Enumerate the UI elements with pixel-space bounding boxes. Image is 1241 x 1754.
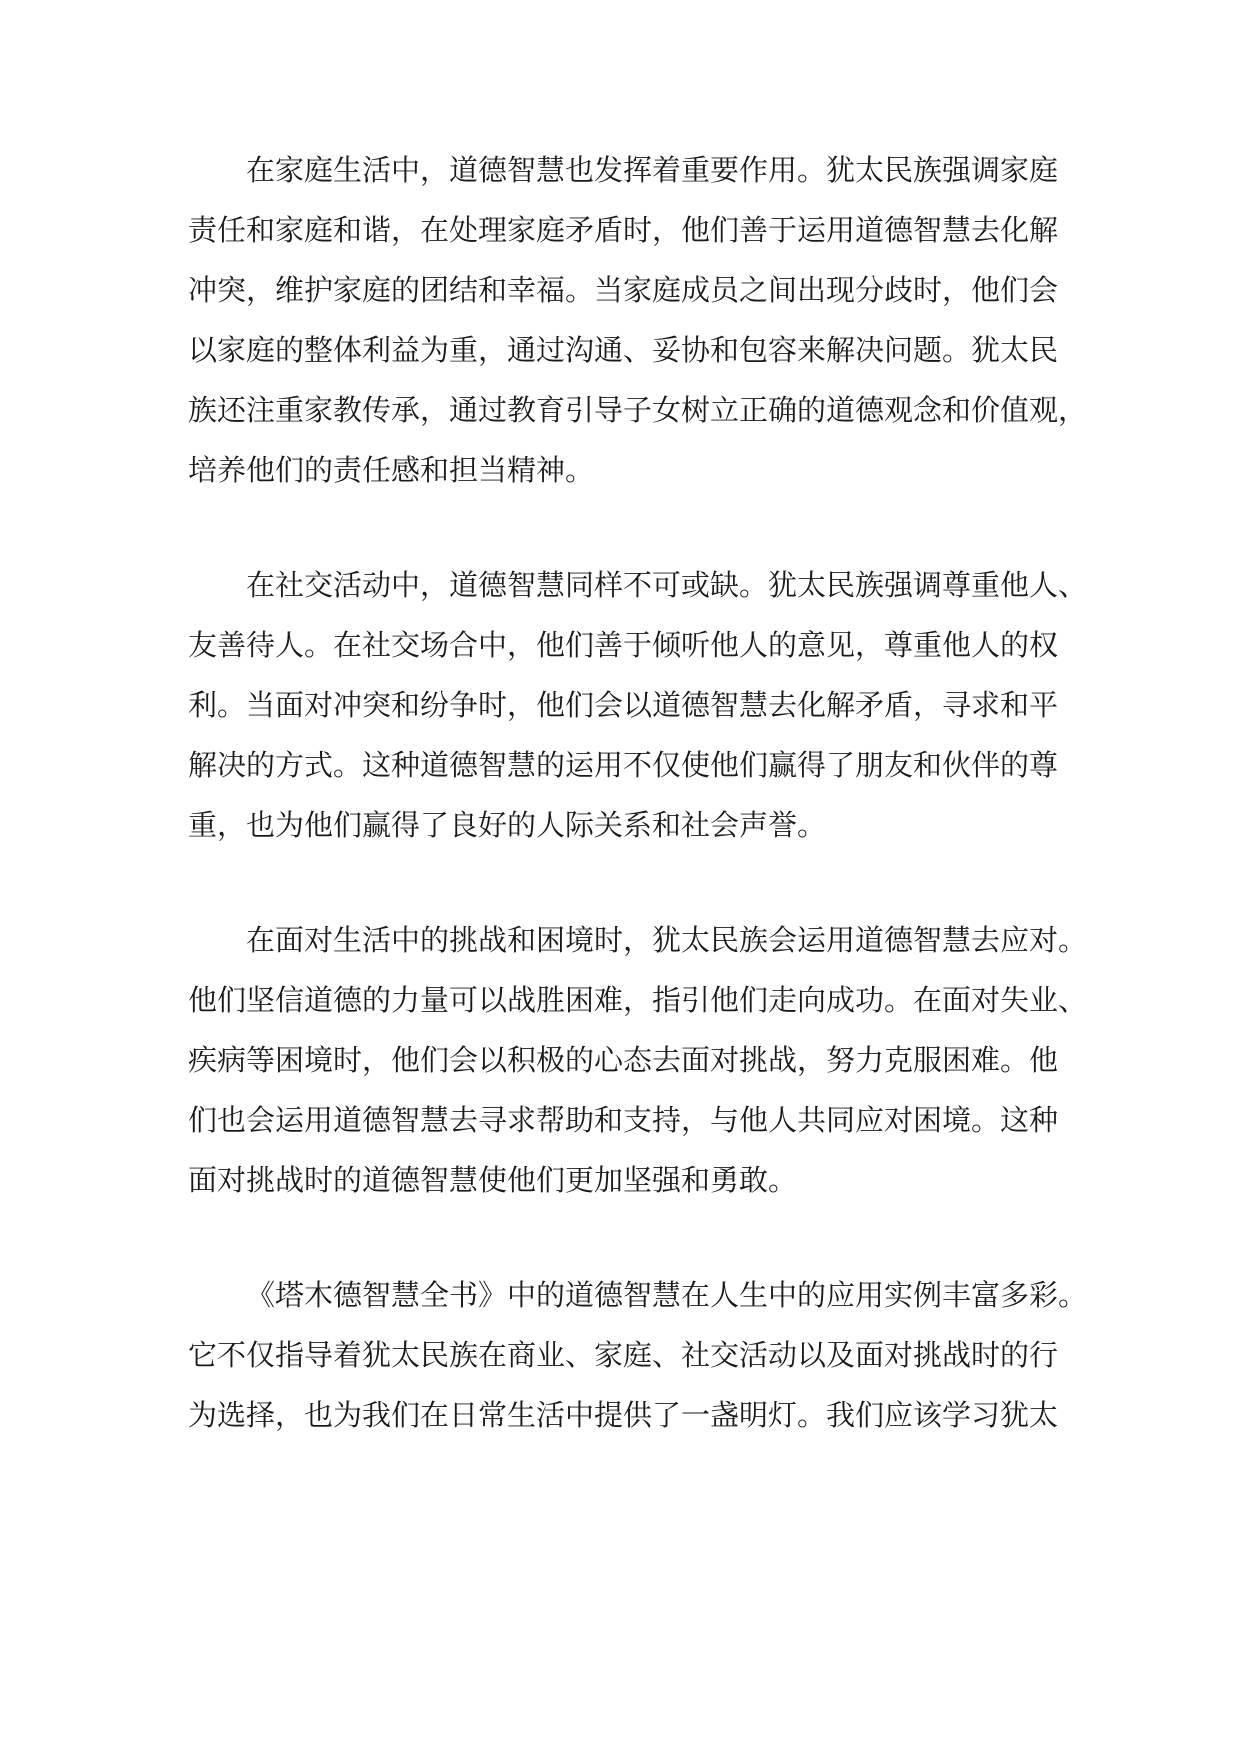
paragraph-challenges: [188, 910, 1088, 1210]
paragraph-conclusion: [188, 1265, 1088, 1445]
text-line: 责任和家庭和谐，在处理家庭矛盾时，他们善于运用道德智慧去化解: [188, 213, 1059, 247]
paragraph-social-activities: [188, 555, 1088, 855]
text-line: 以家庭的整体利益为重，通过沟通、妥协和包容来解决问题。犹太民: [188, 333, 1059, 367]
text-line: 《塔木德智慧全书》中的道德智慧在人生中的应用实例丰富多彩。: [246, 1278, 1088, 1312]
text-line: 在家庭生活中，道德智慧也发挥着重要作用。犹太民族强调家庭: [246, 153, 1059, 187]
text-line: 族还注重家教传承，通过教育引导子女树立正确的道德观念和价值观，: [188, 393, 1088, 427]
text-line: 疾病等困境时，他们会以积极的心态去面对挑战，努力克服困难。他: [188, 1043, 1059, 1077]
text-line: 冲突，维护家庭的团结和幸福。当家庭成员之间出现分歧时，他们会: [188, 273, 1059, 307]
text-line: 面对挑战时的道德智慧使他们更加坚强和勇敢。: [188, 1163, 798, 1197]
text-line: 培养他们的责任感和担当精神。: [188, 453, 595, 487]
text-line: 在社交活动中，道德智慧同样不可或缺。犹太民族强调尊重他人、: [246, 568, 1088, 602]
text-line: 们也会运用道德智慧去寻求帮助和支持，与他人共同应对困境。这种: [188, 1103, 1059, 1137]
text-line: 在面对生活中的挑战和困境时，犹太民族会运用道德智慧去应对。: [246, 923, 1088, 957]
text-line: 友善待人。在社交场合中，他们善于倾听他人的意见，尊重他人的权: [188, 628, 1059, 662]
text-line: 它不仅指导着犹太民族在商业、家庭、社交活动以及面对挑战时的行: [188, 1338, 1059, 1372]
paragraph-family-life: [188, 140, 1088, 500]
text-line: 为选择，也为我们在日常生活中提供了一盏明灯。我们应该学习犹太: [188, 1398, 1059, 1432]
text-line: 他们坚信道德的力量可以战胜困难，指引他们走向成功。在面对失业、: [188, 983, 1088, 1017]
text-line: 解决的方式。这种道德智慧的运用不仅使他们赢得了朋友和伙伴的尊: [188, 748, 1059, 782]
text-line: 重，也为他们赢得了良好的人际关系和社会声誉。: [188, 808, 827, 842]
text-line: 利。当面对冲突和纷争时，他们会以道德智慧去化解矛盾，寻求和平: [188, 688, 1059, 722]
